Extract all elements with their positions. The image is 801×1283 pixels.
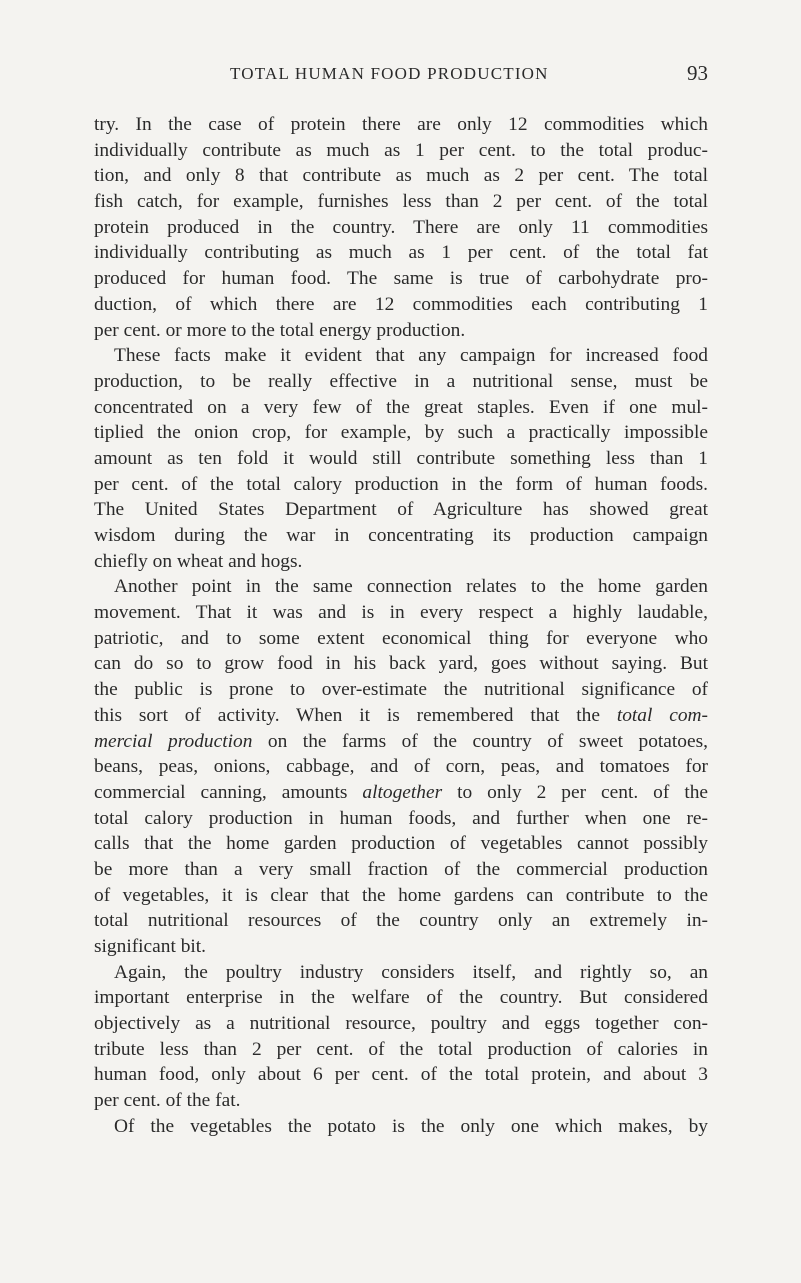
text-line: The United States Department of Agriculture has showed great — [94, 499, 708, 521]
text-line: individually contribute as much as 1 per cent. to the total produc- — [94, 139, 708, 161]
text-line: per cent. of the fat. — [94, 1090, 241, 1112]
text-line: chiefly on wheat and hogs. — [94, 550, 303, 572]
text-line: per cent. of the total calory production in the form of human foods. — [94, 473, 708, 495]
text-line: calls that the home garden production of vegetables cannot possibly — [94, 833, 708, 855]
text-line: amount as ten fold it would still contribute something less than 1 — [94, 447, 708, 469]
running-title: TOTAL HUMAN FOOD PRODUCTION — [230, 64, 549, 83]
text-segment: commercial canning, amounts — [94, 781, 363, 803]
text-segment: to only 2 per cent. of the — [442, 781, 709, 803]
text-line — [94, 703, 708, 729]
text-segment: on the farms of the country of sweet potatoes, — [252, 730, 709, 752]
text-line: Another point in the same connection relates to the home garden — [114, 576, 708, 598]
italic-text: mercial production — [94, 730, 253, 752]
paragraph — [94, 1114, 708, 1140]
text-line: the public is prone to over-estimate the nutritional significance of — [94, 679, 708, 701]
text-line: per cent. or more to the total energy production. — [94, 319, 466, 341]
paragraph — [94, 112, 708, 343]
italic-text: altogether — [362, 781, 443, 803]
text-line: total calory production in human foods, and further when one re- — [94, 807, 708, 829]
body-text — [94, 112, 708, 1140]
text-line: tion, and only 8 that contribute as much as 2 per cent. The total — [94, 165, 708, 187]
text-line: wisdom during the war in concentrating its production campaign — [94, 525, 708, 546]
paragraph — [94, 960, 708, 1114]
running-header — [230, 61, 708, 88]
text-line: concentrated on a very few of the great staples. Even if one mul- — [94, 396, 708, 418]
text-line: be more than a very small fraction of the commercial production — [94, 858, 708, 880]
text-line: duction, of which there are 12 commodities each contributing 1 — [94, 293, 708, 315]
text-line: individually contributing as much as 1 per cent. of the total fat — [94, 242, 708, 264]
text-line: important enterprise in the welfare of the country. But considered — [94, 987, 708, 1009]
paragraph — [94, 574, 708, 959]
text-line: Again, the poultry industry considers itself, and rightly so, an — [114, 961, 708, 983]
text-line: human food, only about 6 per cent. of the total protein, and about 3 — [94, 1064, 708, 1086]
text-line: total nutritional resources of the country only an extremely in- — [94, 910, 708, 932]
text-segment: this sort of activity. When it is remembered that the — [94, 704, 617, 726]
text-line: of vegetables, it is clear that the home gardens can contribute to the — [94, 884, 708, 906]
text-line: try. In the case of protein there are only 12 commodities which — [94, 114, 708, 135]
text-line: patriotic, and to some extent economical thing for everyone who — [94, 627, 708, 649]
text-line: beans, peas, onions, cabbage, and of corn, peas, and tomatoes for — [94, 756, 708, 778]
italic-text: total com- — [616, 704, 708, 726]
text-line: These facts make it evident that any campaign for increased food — [114, 345, 708, 367]
text-line — [94, 729, 708, 755]
text-line: fish catch, for example, furnishes less than 2 per cent. of the total — [94, 191, 708, 213]
text-line: objectively as a nutritional resource, poultry and eggs together con- — [94, 1013, 708, 1035]
text-line: movement. That it was and is in every respect a highly laudable, — [94, 602, 708, 624]
text-line: production, to be really effective in a nutritional sense, must be — [94, 370, 708, 392]
text-line — [94, 780, 708, 806]
text-line: protein produced in the country. There are only 11 commodities — [94, 216, 708, 238]
text-line: tiplied the onion crop, for example, by such a practically impossible — [94, 422, 708, 444]
text-line: Of the vegetables the potato is the only one which makes, by — [114, 1115, 708, 1137]
text-line: produced for human food. The same is true of carbohydrate pro- — [94, 268, 708, 290]
page-number: 93 — [687, 61, 708, 85]
paragraph — [94, 343, 708, 574]
text-line: significant bit. — [94, 936, 207, 957]
text-line: tribute less than 2 per cent. of the total production of calories in — [94, 1038, 708, 1060]
text-line: can do so to grow food in his back yard, goes without saying. But — [94, 653, 708, 675]
